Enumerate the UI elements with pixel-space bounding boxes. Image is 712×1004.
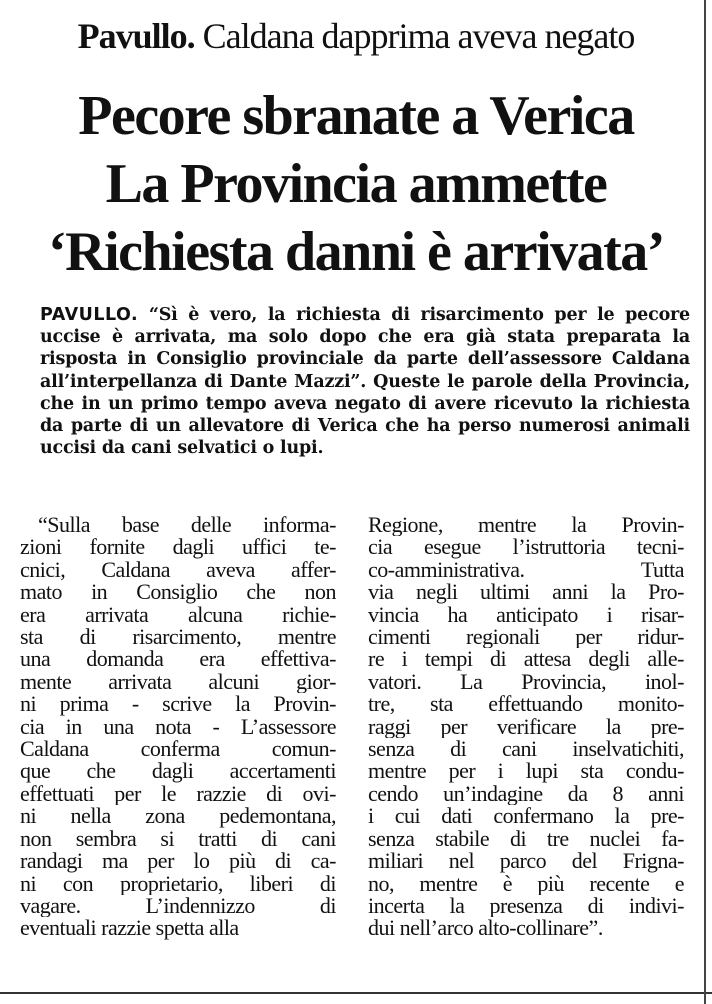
body-line: sta di risarcimento, mentre [20,626,336,649]
body-line: cendo un’indagine da 8 anni [368,782,684,806]
body-line: Regione, mentre la Provin- [368,514,684,537]
body-line: i cui dati confermano la pre- [368,805,684,828]
right-edge-rule [704,0,706,1004]
body-line: mato in Consiglio che non [20,581,336,604]
body-line: randagi ma per lo più di ca- [20,850,336,873]
body-line: co-amministrativa. Tutta [368,558,684,582]
body-line: via negli ultimi anni la Pro- [368,581,684,604]
body-column-right [368,514,684,940]
body-line: non sembra si tratti di cani [20,827,336,851]
body-line: mentre per i lupi sta condu- [368,760,684,783]
body-line: dui nell’arco alto-collinare”. [368,917,603,940]
kicker [0,14,712,58]
body-line: miliari nel parco del Frigna- [368,850,684,873]
body-line: no, mentre è più recente e [368,872,684,895]
body-line: que che dagli accertamenti [20,760,336,783]
kicker-place: Pavullo. [77,16,195,56]
body-line: mente arrivata alcuni gior- [20,670,336,694]
headline-line-3: ‘Richiesta danni è arrivata’ [48,221,664,283]
body-line: effettuati per le razzie di ovi- [20,782,336,806]
body-line: cnici, Caldana aveva affer- [20,558,336,582]
headline [0,82,712,286]
headline-line-1: Pecore sbranate a Verica [78,85,634,147]
body-line: raggi per verificare la pre- [368,715,684,739]
body-line: cimenti regionali per ridur- [368,626,684,649]
lead-text: “Sì è vero, la richiesta di risarcimento per le pecore uccise è arrivata, ma solo dopo che era già stata preparata la risposta in Consiglio provinciale da parte dell’assessore Caldana all’interpellanza di Dante Mazzi”. Queste le parole della Provincia, che in un primo tempo aveva negato di avere ricevuto la richiesta da parte di un allevatore di Verica che ha perso numerosi animali uccisi da cani selvatici o lupi. [40,305,690,459]
body-line: ni nella zona pedemontana, [20,805,336,828]
body-line: senza stabile di tre nuclei fa- [368,827,684,851]
body-line: ni con proprietario, liberi di [20,872,336,895]
dateline: PAVULLO. [40,305,139,325]
body-line: era arrivata alcuna richie- [20,603,336,627]
headline-line-2: La Provincia ammette [105,153,607,215]
body-line: cia esegue l’istruttoria tecni- [368,536,684,559]
body-line: vincia ha anticipato i risar- [368,603,684,627]
body-column-left [20,514,336,940]
body-line: Caldana conferma comun- [20,738,336,761]
body-line: vatori. La Provincia, inol- [368,670,684,694]
body-line: eventuali razzie spetta alla [20,917,239,940]
kicker-text: Caldana dapprima aveva negato [202,16,635,56]
body-line: zioni fornite dagli uffici te- [20,536,336,559]
body-line: incerta la presenza di indivi- [368,894,684,918]
body-line: cia in una nota - L’assessore [20,715,336,739]
lead-paragraph [40,304,690,459]
body-line: re i tempi di attesa degli alle- [368,648,684,671]
body-line: una domanda era effettiva- [20,648,336,671]
bottom-rule [0,992,712,994]
body-line: vagare. L’indennizzo di [20,894,336,918]
body-line: tre, sta effettuando monito- [368,693,684,716]
body-line: senza di cani inselvatichiti, [368,738,684,761]
body-line: ni prima - scrive la Provin- [20,693,336,716]
body-line: “Sulla base delle informa- [38,514,336,537]
